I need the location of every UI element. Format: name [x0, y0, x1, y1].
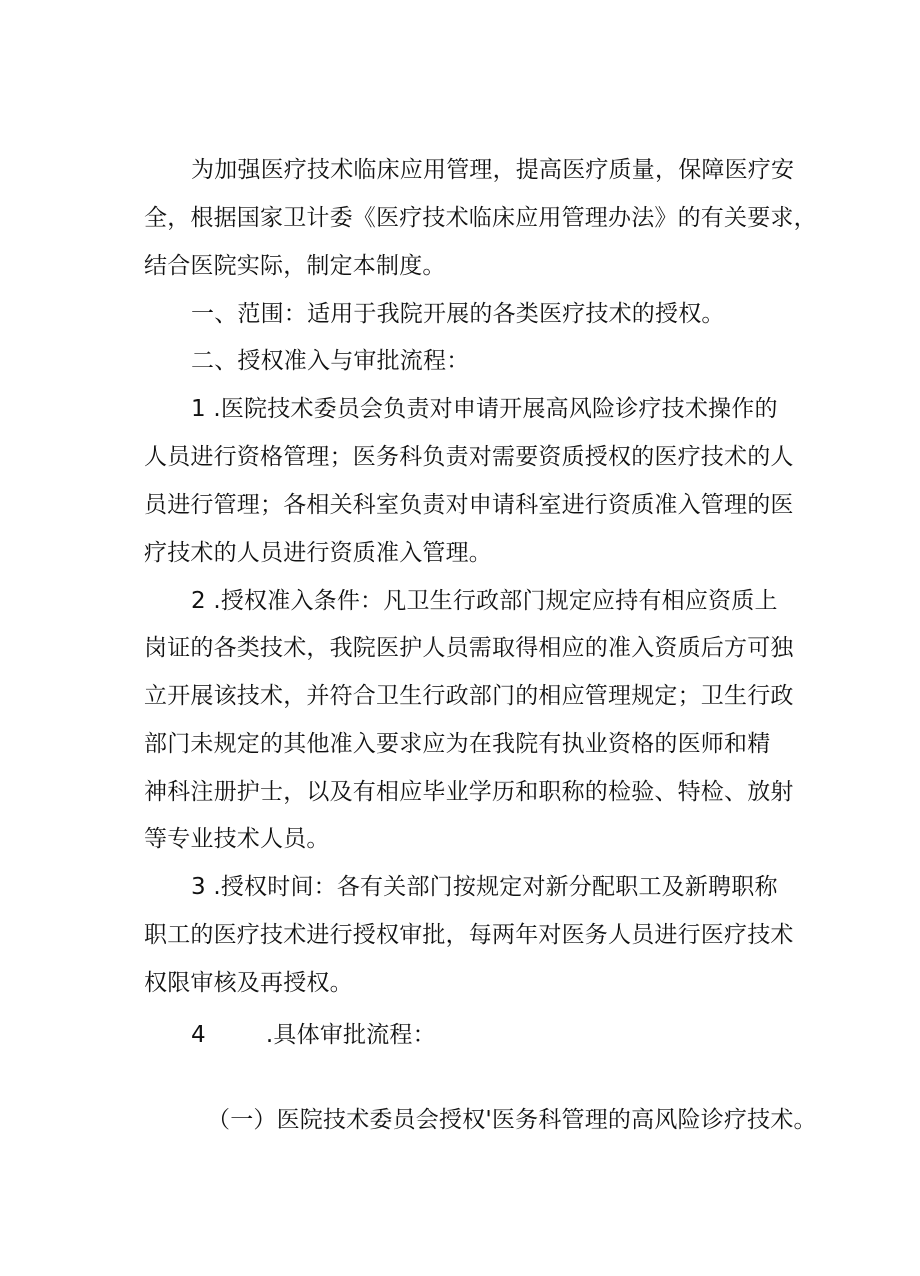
item-1-line-4: 疗技术的人员进行资质准入管理。: [144, 540, 492, 566]
item-1-line-3: 员进行管理；各相关科室负责对申请科室进行资质准入管理的医: [144, 492, 794, 518]
item-3-line-3: 权限审核及再授权。: [144, 970, 353, 996]
paragraph-intro-line-2: 全，根据国家卫计委《医疗技术临床应用管理办法》的有关要求，: [144, 205, 817, 231]
paragraph-intro-line-3: 结合医院实际，制定本制度。: [144, 253, 446, 279]
section-process-heading: 二、授权准入与审批流程：: [191, 348, 470, 374]
paragraph-intro-line-1: 为加强医疗技术临床应用管理，提高医疗质量，保障医疗安: [191, 157, 795, 183]
item-2-line-3: 立开展该技术，并符合卫生行政部门的相应管理规定；卫生行政: [144, 683, 794, 709]
sub-item-1: （一）医院技术委员会授权'医务科管理的高风险诊疗技术。: [207, 1107, 817, 1133]
item-2-line-4: 部门未规定的其他准入要求应为在我院有执业资格的医师和精: [144, 731, 771, 757]
item-4-heading: 4 .具体审批流程：: [191, 1022, 436, 1048]
item-1-line-1: 1 .医院技术委员会负责对申请开展高风险诊疗技术操作的: [191, 396, 778, 422]
section-scope: 一、范围：适用于我院开展的各类医疗技术的授权。: [191, 301, 725, 327]
item-2-line-1: 2 .授权准入条件：凡卫生行政部门规定应持有相应资质上: [191, 588, 778, 614]
item-3-line-2: 职工的医疗技术进行授权审批，每两年对医务人员进行医疗技术: [144, 922, 794, 948]
item-2-line-2: 岗证的各类技术，我院医护人员需取得相应的准入资质后方可独: [144, 635, 794, 661]
item-2-line-6: 等专业技术人员。: [144, 826, 330, 852]
item-3-line-1: 3 .授权时间：各有关部门按规定对新分配职工及新聘职称: [191, 874, 778, 900]
item-1-line-2: 人员进行资格管理；医务科负责对需要资质授权的医疗技术的人: [144, 444, 794, 470]
item-2-line-5: 神科注册护士，以及有相应毕业学历和职称的检验、特检、放射: [144, 779, 794, 805]
